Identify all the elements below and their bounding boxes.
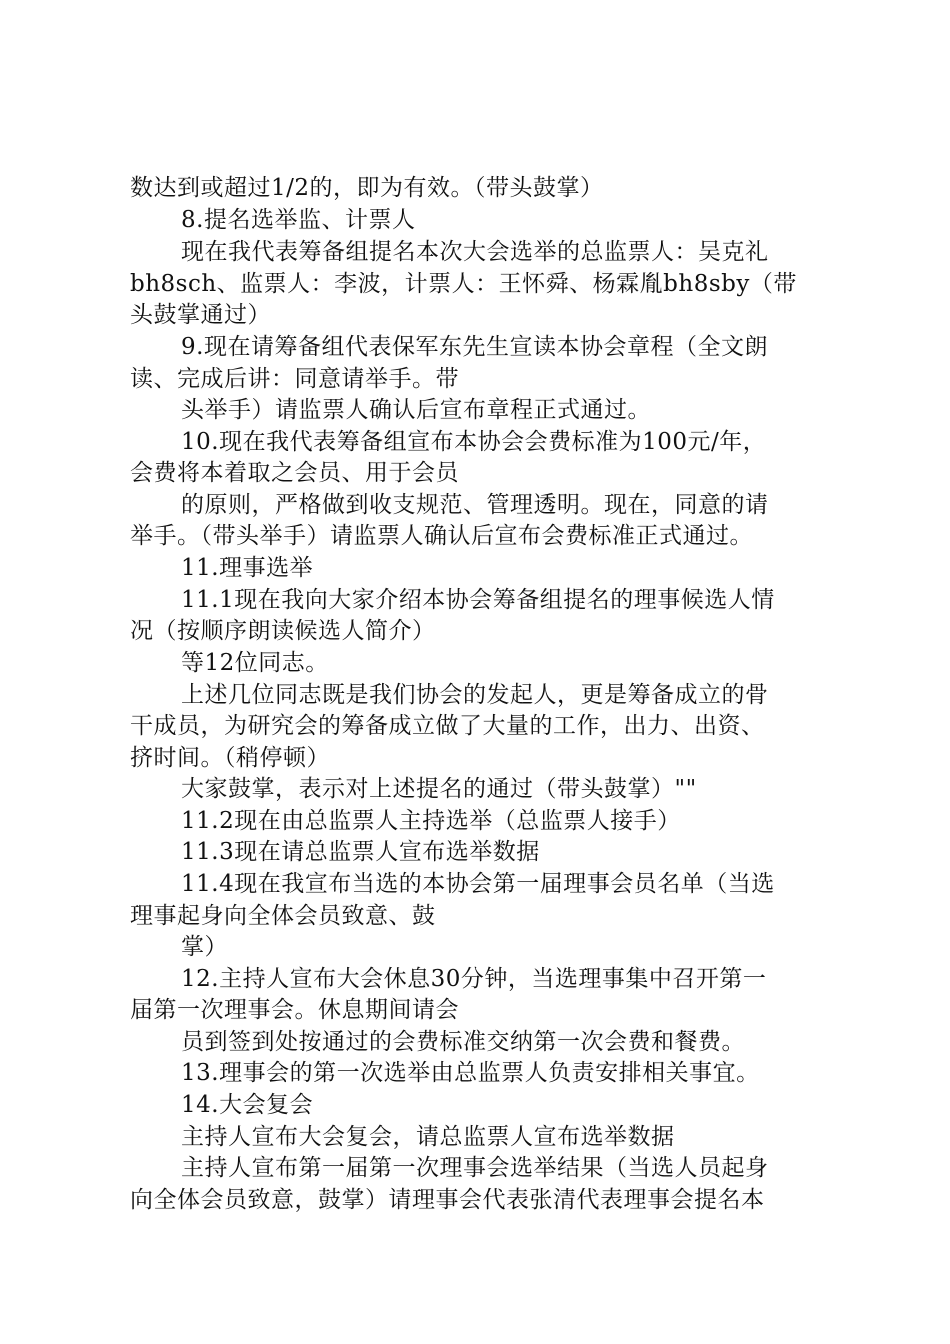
section-heading: 14.大会复会 xyxy=(181,1092,314,1118)
text-line: 11.4现在我宣布当选的本协会第一届理事会员名单（当选 xyxy=(181,871,775,897)
text-line: 况（按顺序朗读候选人简介） xyxy=(130,618,436,644)
text-line: 13.理事会的第一次选举由总监票人负责安排相关事宜。 xyxy=(181,1060,760,1086)
text-line: 挤时间。（稍停顿） xyxy=(130,745,330,771)
text-line: 理事起身向全体会员致意、鼓 xyxy=(130,903,436,929)
text-line: 现在我代表筹备组提名本次大会选举的总监票人：吴克礼 xyxy=(181,239,769,265)
text-line: 数达到或超过1/2的，即为有效。（带头鼓掌） xyxy=(130,175,604,201)
text-line: 会费将本着取之会员、用于会员 xyxy=(130,460,459,486)
text-line: 9.现在请筹备组代表保军东先生宣读本协会章程（全文朗 xyxy=(181,334,768,360)
text-line: 向全体会员致意，鼓掌）请理事会代表张清代表理事会提名本 xyxy=(130,1187,765,1213)
text-line: 主持人宣布第一届第一次理事会选举结果（当选人员起身 xyxy=(181,1155,769,1181)
text-line: 11.1现在我向大家介绍本协会筹备组提名的理事候选人情 xyxy=(181,587,775,613)
text-line: 11.3现在请总监票人宣布选举数据 xyxy=(181,839,540,865)
section-heading: 8.提名选举监、计票人 xyxy=(181,207,416,233)
section-heading: 11.理事选举 xyxy=(181,555,314,581)
text-line: 11.2现在由总监票人主持选举（总监票人接手） xyxy=(181,808,681,834)
text-line: 举手。（带头举手）请监票人确认后宣布会费标准正式通过。 xyxy=(130,523,753,549)
text-line: 干成员，为研究会的筹备成立做了大量的工作，出力、出资、 xyxy=(130,713,765,739)
text-line: 读、完成后讲：同意请举手。带 xyxy=(130,366,459,392)
text-line: 10.现在我代表筹备组宣布本协会会费标准为100元/年， xyxy=(181,429,767,455)
text-line: 员到签到处按通过的会费标准交纳第一次会费和餐费。 xyxy=(181,1029,745,1055)
text-line: 届第一次理事会。休息期间请会 xyxy=(130,997,459,1023)
text-line: 头举手）请监票人确认后宣布章程正式通过。 xyxy=(181,397,651,423)
text-line: 12.主持人宣布大会休息30分钟，当选理事集中召开第一 xyxy=(181,966,767,992)
text-line: 上述几位同志既是我们协会的发起人，更是筹备成立的骨 xyxy=(181,682,769,708)
text-line: 大家鼓掌，表示对上述提名的通过（带头鼓掌）"" xyxy=(181,776,697,802)
text-line: 的原则，严格做到收支规范、管理透明。现在，同意的请 xyxy=(181,492,769,518)
text-line: 等12位同志。 xyxy=(181,650,329,676)
text-line: 主持人宣布大会复会，请总监票人宣布选举数据 xyxy=(181,1124,675,1150)
text-line: 头鼓掌通过） xyxy=(130,302,271,328)
text-line: bh8sch、监票人：李波，计票人：王怀舜、杨霖胤bh8sby（带 xyxy=(130,271,797,297)
text-line: 掌） xyxy=(181,934,228,960)
